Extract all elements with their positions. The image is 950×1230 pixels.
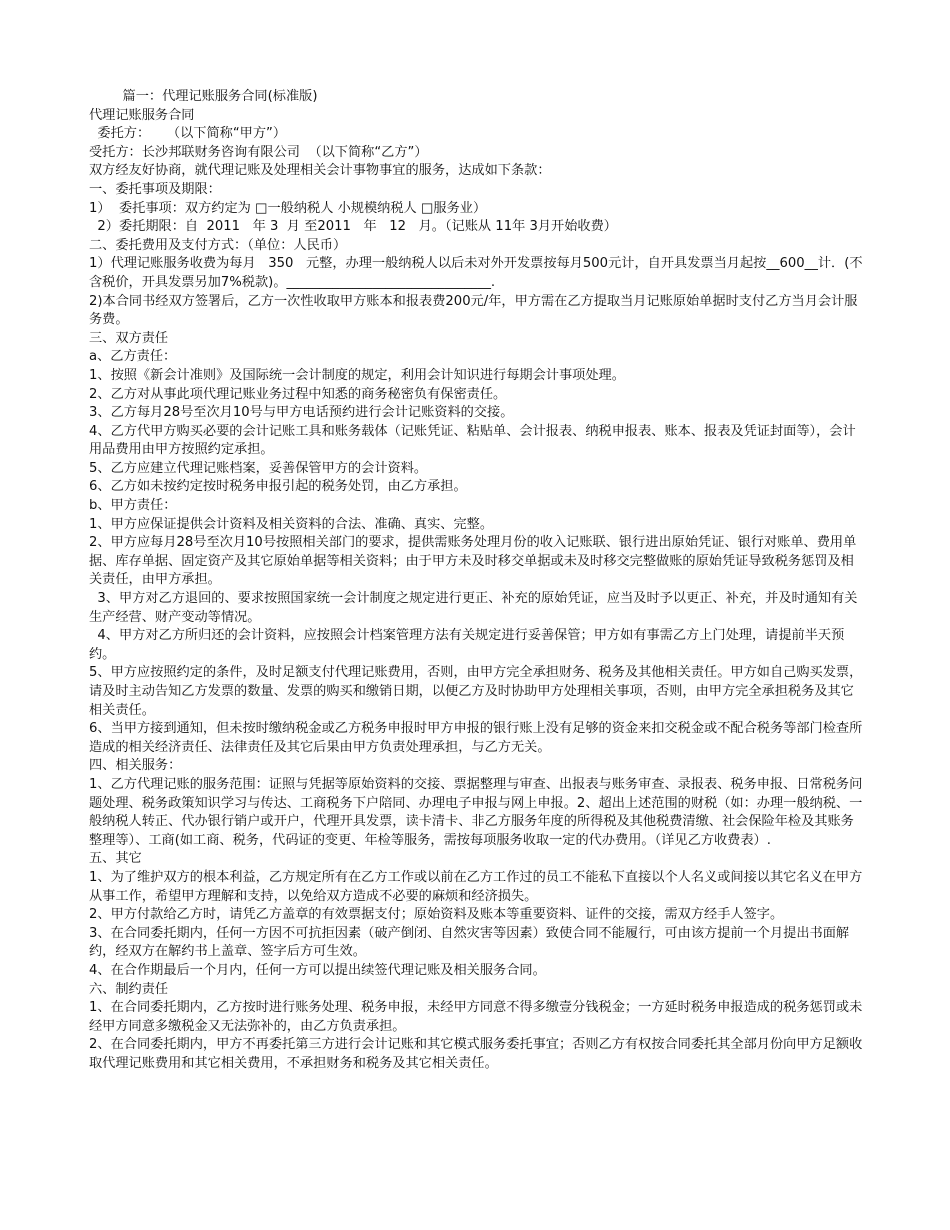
- clause-3b-1: 1、甲方应保证提供会计资料及相关资料的合法、准确、真实、完整。: [89, 516, 494, 532]
- section-heading-3: 三、双方责任: [89, 330, 169, 346]
- clause-3b-5: 5、甲方应按照约定的条件，及时足额支付代理记账费用，否则，由甲方完全承担财务、税务及其他相关责任。甲方如自己购买发票，请及时主动告知乙方发票的数量、发票的购买和缴销日期，以便乙方及时协助甲方处理相关事项，否则，由甲方完全承担税务及其它相关责任。: [89, 665, 863, 718]
- clause-2-2: 2)本合同书经双方签署后，乙方一次性收取甲方账本和报表费200元/年，甲方需在乙方提取当月记账原始单据时支付乙方当月会计服务费。: [89, 293, 858, 328]
- clause-1-2: 2）委托期限：自 2011 年 3 月 至2011 年 12 月。（记账从 11年 3月开始收费）: [89, 219, 617, 235]
- party-client: 委托方： （以下简称“甲方”）: [89, 126, 287, 142]
- clause-6-2: 2、在合同委托期内，甲方不再委托第三方进行会计记账和其它模式服务委托事宜；否则乙方有权按合同委托其全部月份向甲方足额收取代理记账费用和其它相关费用，不承担财务和税务及其它相关责任。: [89, 1037, 863, 1071]
- section-heading-2: 二、委托费用及支付方式：（单位：人民币）: [89, 237, 347, 253]
- clause-1-1: 1） 委托事项：双方约定为 □一般纳税人 小规模纳税人 □服务业）: [89, 200, 487, 216]
- clause-3a-1: 1、按照《新会计准则》及国际统一会计制度的规定，利用会计知识进行每期会计事项处理。: [89, 367, 625, 383]
- clause-2-1: 1）代理记账服务收费为每月 350 元整，办理一般纳税人以后未对外开发票按每月500元计，自开具发票当月起按__600__计．(不含税价，开具发票另加7%税款)。_______________________________.: [89, 256, 863, 290]
- clause-3b-2: 2、甲方应每月28号至次月10号按照相关部门的要求，提供需账务处理月份的收入记账联、银行进出原始凭证、银行对账单、费用单据、库存单据、固定资产及其它原始单据等相关资料；由于甲方未及时移交单据或未及时移交完整做账的原始凭证导致税务惩罚及相关责任，由甲方承担。: [89, 535, 857, 588]
- clause-5-1: 1、为了维护双方的根本利益，乙方规定所有在乙方工作或以前在乙方工作过的员工不能私下直接以个人名义或间接以其它名义在甲方从事工作，希望甲方理解和支持，以免给双方造成不必要的麻烦和经济损失。: [89, 869, 863, 904]
- clause-6-1: 1、在合同委托期内，乙方按时进行账务处理、税务申报，未经甲方同意不得多缴壹分钱税金；一方延时税务申报造成的税务惩罚或未经甲方同意多缴税金又无法弥补的，由乙方负责承担。: [89, 1000, 863, 1034]
- subsection-heading-a: a、乙方责任：: [89, 349, 177, 365]
- clause-4-1: 1、乙方代理记账的服务范围：证照与凭据等原始资料的交接、票据整理与审查、出报表与账务审查、录报表、税务申报、日常税务问题处理、税务政策知识学习与传达、工商税务下户陪同、办理电子申报与网上申报。2、超出上述范围的财税（如：办理一般纳税、一般纳税人转正、代办银行销户或开户，代理开具发票，读卡清卡、非乙方服务年度的所得税及其他税费清缴、社会保险年检及其账务整理等）、工商(如工商、税务，代码证的变更、年检等服务，需按每项服务收取一定的代办费用。（详见乙方收费表）.: [89, 776, 863, 848]
- party-agent: 受托方：长沙邦联财务咨询有限公司 （以下简称“乙方”）: [89, 144, 428, 160]
- section-heading-6: 六、制约责任: [89, 981, 169, 997]
- preamble: 双方经友好协商，就代理记账及处理相关会计事物事宜的服务，达成如下条款：: [89, 163, 551, 179]
- clause-3a-2: 2、乙方对从事此项代理记账业务过程中知悉的商务秘密负有保密责任。: [89, 386, 507, 402]
- section-heading-4: 四、相关服务：: [89, 758, 182, 774]
- contract-document: [89, 88, 864, 1073]
- section-heading-5: 五、其它: [89, 851, 142, 867]
- clause-3b-4: 4、甲方对乙方所归还的会计资料，应按照会计档案管理方法有关规定进行妥善保管；甲方如有事需乙方上门处理，请提前半天预约。: [89, 628, 845, 662]
- subsection-heading-b: b、甲方责任：: [89, 498, 177, 514]
- clause-3b-6: 6、当甲方接到通知，但未按时缴纳税金或乙方税务申报时甲方申报的银行账上没有足够的资金来扣交税金或不配合税务等部门检查所造成的相关经济责任、法律责任及其它后果由甲方负责处理承担，与乙方无关。: [89, 721, 863, 755]
- contract-title: 代理记账服务合同: [89, 107, 195, 123]
- doc-heading: 篇一：代理记账服务合同(标准版): [89, 89, 318, 104]
- clause-3a-4: 4、乙方代甲方购买必要的会计记账工具和账务载体（记账凭证、粘贴单、会计报表、纳税申报表、账本、报表及凭证封面等），会计用品费用由甲方按照约定承担。: [89, 423, 856, 458]
- section-heading-1: 一、委托事项及期限：: [89, 181, 221, 197]
- clause-5-4: 4、在合作期最后一个月内，任何一方可以提出续签代理记账及相关服务合同。: [89, 962, 546, 978]
- clause-5-2: 2、甲方付款给乙方时，请凭乙方盖章的有效票据支付；原始资料及账本等重要资料、证件的交接，需双方经手人签字。: [89, 907, 784, 923]
- clause-5-3: 3、在合同委托期内，任何一方因不可抗拒因素（破产倒闭、自然灾害等因素）致使合同不能履行，可由该方提前一个月提出书面解约，经双方在解约书上盖章、签字后方可生效。: [89, 925, 850, 960]
- clause-3a-5: 5、乙方应建立代理记账档案，妥善保管甲方的会计资料。: [89, 460, 428, 476]
- clause-3a-6: 6、乙方如未按约定按时税务申报引起的税务处罚，由乙方承担。: [89, 479, 467, 495]
- clause-3a-3: 3、乙方每月28号至次月10号与甲方电话预约进行会计记账资料的交接。: [89, 405, 514, 421]
- clause-3b-3: 3、甲方对乙方退回的、要求按照国家统一会计制度之规定进行更正、补充的原始凭证，应当及时予以更正、补充，并及时通知有关生产经营、财产变动等情况。: [89, 591, 858, 625]
